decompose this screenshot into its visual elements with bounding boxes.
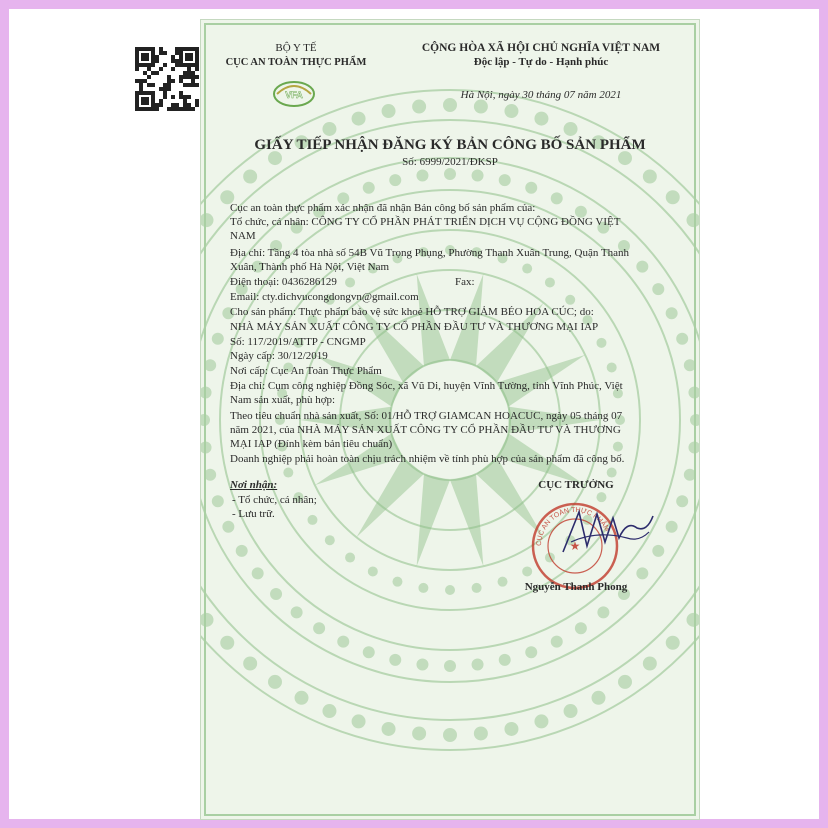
email-line: Email: cty.dichvucongdongvn@gmail.com — [230, 291, 419, 303]
body-line-4: Địa chỉ: Tầng 4 tòa nhà số 54B Vũ Trọng Phụng, Phường Thanh Xuân Trung, Quận Thanh — [230, 247, 630, 259]
document-title: GIẤY TIẾP NHẬN ĐĂNG KÝ BẢN CÔNG BỐ SẢN PHẨM — [254, 137, 646, 153]
recipient-item: - Lưu trữ. — [232, 508, 275, 520]
body-line-12: Địa chỉ: Cụm công nghiệp Đồng Sóc, xã Vũ Di, huyện Vĩnh Tường, tỉnh Vĩnh Phúc, Việt — [230, 380, 623, 392]
body-line-3: NAM — [230, 230, 256, 242]
ministry-name: BỘ Y TẾ — [275, 42, 317, 54]
svg-text:VFA: VFA — [285, 90, 303, 100]
country-name: CỘNG HÒA XÃ HỘI CHỦ NGHĨA VIỆT NAM — [421, 42, 661, 54]
vfa-logo — [267, 74, 321, 112]
place-and-date: Hà Nội, ngày 30 tháng 07 năm 2021 — [460, 89, 622, 101]
body-line-16: MẠI IAP (Đính kèm bản tiêu chuẩn) — [230, 438, 393, 450]
body-line-10: Ngày cấp: 30/12/2019 — [230, 350, 328, 362]
qr-code — [135, 47, 199, 111]
handwritten-signature — [557, 502, 657, 562]
body-line-11: Nơi cấp: Cục An Toàn Thực Phẩm — [230, 365, 382, 377]
stamp-text: CỤC AN TOÀN THỰC PHẨM — [535, 506, 611, 547]
body-line-15: năm 2021, của NHÀ MÁY SẢN XUẤT CÔNG TY CỔ PHẦN ĐẦU TƯ VÀ THƯƠNG — [230, 424, 621, 436]
fax-line: Fax: — [455, 276, 475, 288]
body-line-8: NHÀ MÁY SẢN XUẤT CÔNG TY CỔ PHẦN ĐẦU TƯ VÀ THƯƠNG MẠI IAP — [230, 321, 599, 333]
body-line-7: Cho sản phẩm: Thực phẩm bảo vệ sức khoẻ HỖ TRỢ GIẢM BÉO HOA CÚC; do: — [230, 306, 594, 318]
body-line-14: Theo tiêu chuẩn nhà sản xuất, Số: 01/HỖ TRỢ GIAMCAN HOACUC, ngày 05 tháng 07 — [230, 410, 623, 422]
signer-title: CỤC TRƯỞNG — [538, 479, 614, 491]
svg-text:★: ★ — [569, 539, 581, 553]
body-line-17: Doanh nghiệp phải hoàn toàn chịu trách nhiệm về tính phù hợp của sản phẩm đã công bố. — [230, 453, 625, 465]
body-line-13: Nam sản xuất, phù hợp: — [230, 394, 336, 406]
agency-name: CỤC AN TOÀN THỰC PHẨM — [225, 57, 367, 68]
body-line-5: Xuân, Thành phố Hà Nội, Việt Nam — [230, 261, 390, 273]
certificate-document — [201, 20, 699, 819]
document-number: Số: 6999/2021/ĐKSP — [402, 156, 498, 168]
phone-line: Điện thoại: 0436286129 — [230, 276, 337, 288]
body-line-2: Tổ chức, cá nhân: CÔNG TY CỔ PHẦN PHÁT TRIỂN DỊCH VỤ CỘNG ĐỒNG VIỆT — [230, 216, 621, 228]
national-motto: Độc lập - Tự do - Hạnh phúc — [473, 56, 609, 68]
body-line-9: Số: 117/2019/ATTP - CNGMP — [230, 336, 366, 348]
recipients-label: Nơi nhận: — [230, 479, 278, 491]
signer-name: Nguyễn Thanh Phong — [524, 581, 628, 593]
recipient-item: - Tổ chức, cá nhân; — [232, 494, 317, 506]
body-line-1: Cục an toàn thực phẩm xác nhận đã nhận Bản công bố sản phẩm của: — [230, 202, 536, 214]
